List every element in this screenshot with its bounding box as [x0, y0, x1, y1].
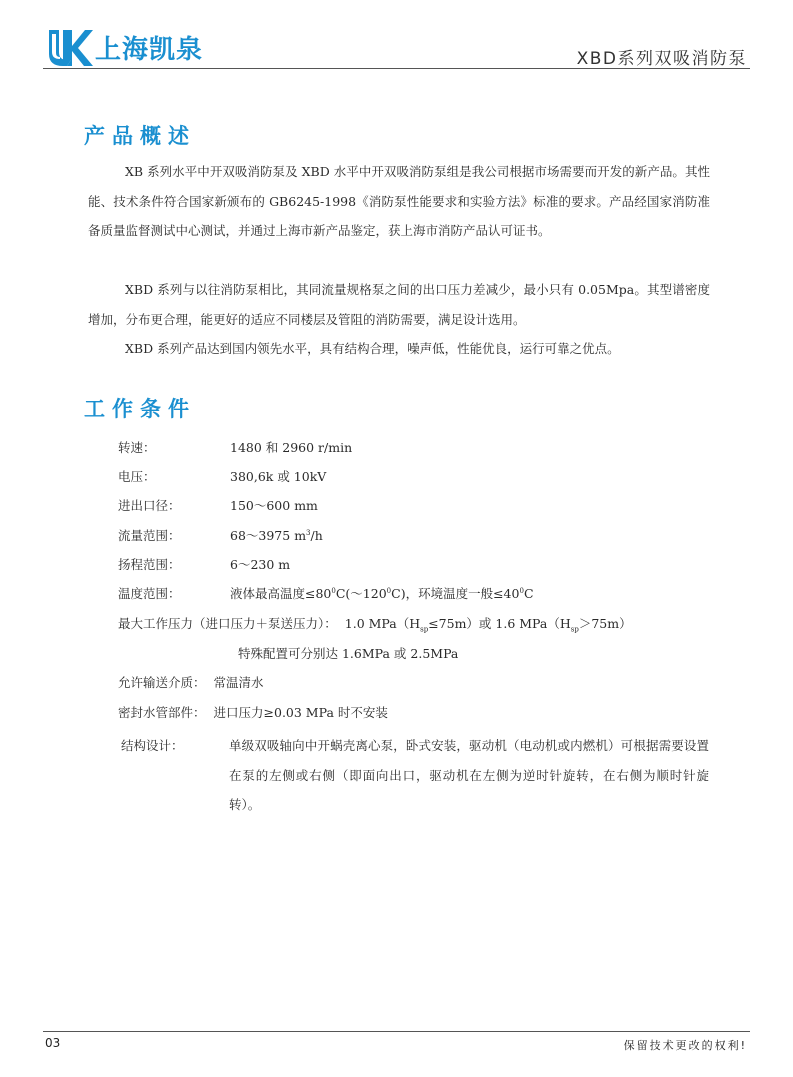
structure-value: 单级双吸轴向中开蜗壳离心泵，卧式安装，驱动机（电动机或内燃机）可根据需要设置在泵的左侧或右侧（即面向出口，驱动机在左侧为逆时针旋转，在右侧为顺时针旋转）。 [229, 738, 709, 812]
medium-label: 允许输送介质： [118, 675, 206, 690]
diameter-value: 150～600 mm [230, 498, 318, 513]
voltage-value: 380,6k 或 10kV [230, 469, 327, 484]
structure-label: 结构设计： [121, 738, 184, 753]
product-series-title: XBD系列双吸消防泵 [576, 49, 747, 69]
medium-value: 常温清水 [213, 675, 264, 690]
overview-paragraph-1: XB 系列水平中开双吸消防泵及 XBD 水平中开双吸消防泵组是我公司根据市场需要而开发的新产品。其性能、技术条件符合国家新颁布的 GB6245-1998《消防泵性能要求和实验方法》标准的要求。产品经国家消防准备质量监督测试中心测试，并通过上海市新产品鉴定，获上海市消防产品认可证书。 [88, 164, 710, 238]
overview-title: 产品概述 [84, 124, 196, 148]
header-divider [43, 68, 750, 69]
flow-label: 流量范围： [118, 528, 181, 543]
diameter-label: 进出口径： [118, 498, 181, 513]
seal-line [118, 705, 388, 720]
flow-value: 68～3975 $m^3/h$ [230, 528, 323, 543]
head-value: 6～230 m [230, 557, 291, 572]
page-number: 03 [45, 1036, 61, 1050]
temperature-value: 液体最高温度$\le 80^0C(\sim 120^0C)$，环境温度一般$\le 40^0C$ [230, 586, 534, 601]
max-pressure-label: 最大工作压力（进口压力＋泵送压力）： [118, 616, 337, 631]
max-pressure-value: 1.0 $MPa(H_{sp}\le 75m)$或 1.6 $MPa(H_{sp}>75m)$ [344, 616, 632, 634]
conditions-title: 工作条件 [84, 397, 196, 421]
overview-paragraph-2: XBD 系列与以往消防泵相比，其同流量规格泵之间的出口压力差减少，最小只有 0.05Mpa。其型谱密度增加，分布更合理，能更好的适应不同楼层及管阻的消防需要，满足设计选用。 [88, 282, 710, 327]
head-label: 扬程范围： [118, 557, 181, 572]
rights-notice: 保留技术更改的权利! [623, 1039, 747, 1052]
condition-max-pressure [118, 614, 632, 634]
condition-seal [118, 703, 388, 723]
speed-label: 转速： [118, 440, 156, 455]
kaiquan-logo-icon [43, 26, 93, 68]
max-pressure-line [118, 616, 632, 634]
max-pressure-note: 特殊配置可分别达 1.6MPa 或 2.5MPa [238, 646, 459, 661]
seal-label: 密封水管部件： [118, 705, 206, 720]
medium-line [118, 675, 264, 690]
seal-value: 进口压力≥0.03 MPa 时不安装 [213, 705, 388, 720]
temperature-label: 温度范围： [118, 586, 181, 601]
overview-paragraph-3: XBD 系列产品达到国内领先水平，具有结构合理，噪声低，性能优良，运行可靠之优点。 [125, 341, 620, 356]
voltage-label: 电压： [118, 469, 156, 484]
condition-medium [118, 673, 264, 693]
speed-value: 1480 和 2960 r/min [230, 440, 353, 455]
brand-name: 上海凯泉 [95, 34, 204, 65]
brand-logo [43, 26, 203, 68]
footer-divider [43, 1031, 750, 1032]
